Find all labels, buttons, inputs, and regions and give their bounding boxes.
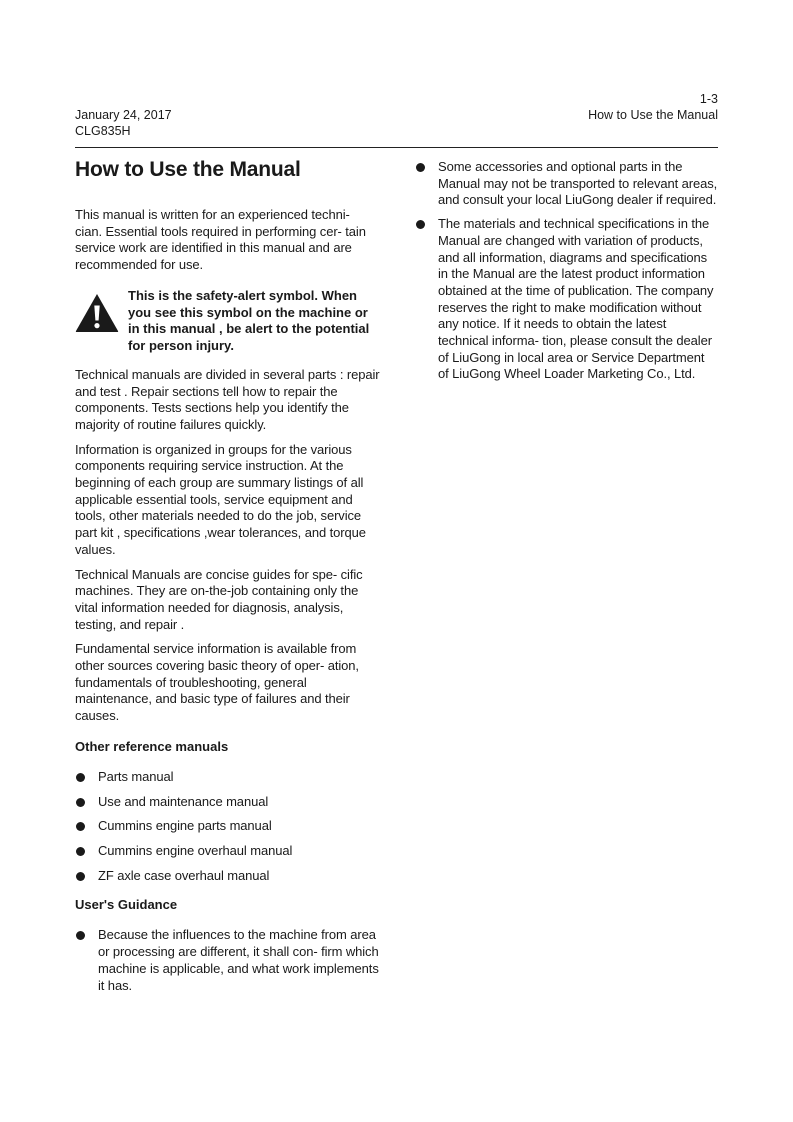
bullet-icon	[76, 872, 85, 881]
safety-alert-block	[75, 288, 380, 358]
users-guidance-heading: User's Guidance	[75, 897, 178, 913]
fundamental-paragraph: Fundamental service information is available from other sources covering basic theory of oper- ation, fundamentals of troubleshooting, general maintenance, and basic type of failures and their causes.	[75, 641, 359, 724]
list-item: Cummins engine parts manual	[75, 818, 380, 835]
users-guidance-list	[75, 927, 380, 994]
parts-paragraph: Technical manuals are divided in several parts : repair and test . Repair sections tell how to repair the components. Tests sections help you identify the majority of routine failures quickly.	[75, 366, 380, 432]
list-item: Cummins engine overhaul manual	[75, 843, 380, 860]
other-reference-list	[75, 769, 380, 885]
list-item: Use and maintenance manual	[75, 794, 380, 811]
intro-paragraph: This manual is written for an experienced techni- cian. Essential tools required in performing cer- tain service work are identified in this manual and are recommended for use.	[75, 207, 366, 273]
safety-alert-text: This is the safety-alert symbol. When you see this symbol on the machine or in this manual , be alert to the potential for person injury.	[128, 287, 370, 353]
document-date: January 24, 2017	[75, 108, 172, 122]
list-item: The materials and technical specifications in the Manual are changed with variation of products, and all information, diagrams and specifications in the Manual are the latest product information obtained at the time of publication. The company reserves the right to make modification without any notice. If it needs to obtain the latest technical informa- tion, please consult the dealer of LiuGong in local area or Service Department of LiuGong Wheel Loader Marketing Co., Ltd.	[415, 216, 718, 383]
list-item: ZF axle case overhaul manual	[75, 868, 380, 885]
bullet-icon	[76, 931, 85, 940]
info-paragraph: Information is organized in groups for the various components requiring service instruction. At the beginning of each group are summary listings of all applicable essential tools, service equipment and tools, other materials needed to do the job, service part kit , specifications ,wear tolerances, and torque values.	[75, 441, 366, 557]
bullet-icon	[76, 847, 85, 856]
right-column	[415, 159, 718, 383]
page-title: How to Use the Manual	[75, 158, 301, 181]
list-item: Some accessories and optional parts in the Manual may not be transported to relevant areas, and consult your local LiuGong dealer if required.	[415, 159, 718, 209]
concise-paragraph: Technical Manuals are concise guides for spe- cific machines. They are on-the-job containing only the vital information needed for diagnosis, analysis, testing, and repair .	[75, 566, 363, 632]
bullet-icon	[76, 822, 85, 831]
bullet-icon	[76, 773, 85, 782]
header-divider	[75, 147, 718, 148]
bullet-icon	[76, 798, 85, 807]
page-number: 1-3	[699, 92, 718, 106]
left-column	[75, 157, 380, 994]
section-title: How to Use the Manual	[588, 108, 718, 122]
bullet-icon	[416, 163, 425, 172]
other-reference-heading: Other reference manuals	[75, 738, 229, 754]
bullet-icon	[416, 220, 425, 229]
list-item: Parts manual	[75, 769, 380, 786]
warning-triangle-icon	[75, 293, 119, 333]
list-item: Because the influences to the machine from area or processing are different, it shall con- firm which machine is applicable, and what work implements it has.	[75, 927, 380, 994]
notes-list	[415, 159, 718, 383]
model-number: CLG835H	[75, 124, 131, 138]
